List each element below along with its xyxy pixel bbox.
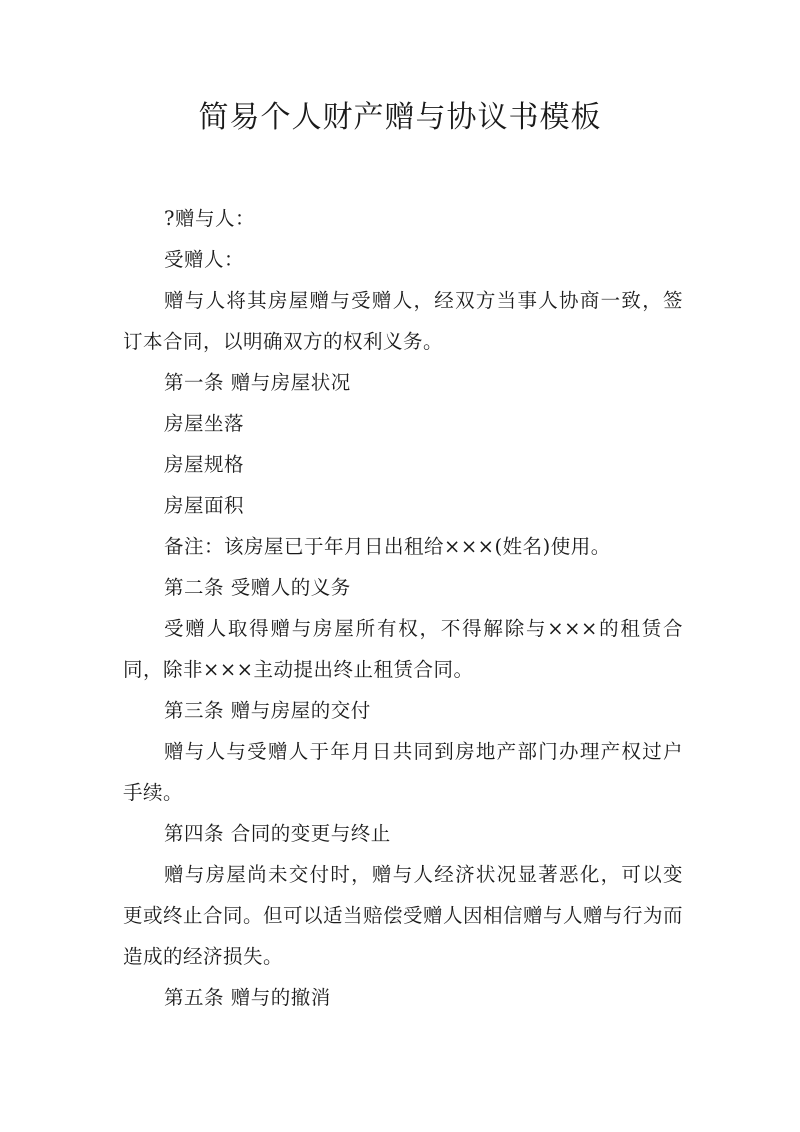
paragraph-remark: 备注：该房屋已于年月日出租给×××(姓名)使用。 [164, 535, 611, 558]
document-title: 简易个人财产赠与协议书模板 [198, 100, 602, 135]
document-body [123, 198, 683, 1018]
paragraph-delivery: 赠与人与受赠人于年月日共同到房地产部门办理产权过户手续。 [123, 740, 683, 804]
paragraph-donor: ?赠与人： [164, 207, 255, 230]
article-1-heading: 第一条 赠与房屋状况 [164, 371, 351, 394]
paragraph-preamble: 赠与人将其房屋赠与受赠人，经双方当事人协商一致，签订本合同，以明确双方的权利义务。 [123, 289, 683, 353]
paragraph-donee: 受赠人： [164, 248, 245, 271]
paragraph-change-termination: 赠与房屋尚未交付时，赠与人经济状况显著恶化，可以变更或终止合同。但可以适当赔偿受赠人因相信赠与人赠与行为而造成的经济损失。 [123, 863, 684, 968]
paragraph-house-spec: 房屋规格 [164, 453, 245, 476]
article-4-heading: 第四条 合同的变更与终止 [164, 822, 391, 845]
article-2-heading: 第二条 受赠人的义务 [164, 576, 351, 599]
article-3-heading: 第三条 赠与房屋的交付 [164, 699, 371, 722]
article-5-heading: 第五条 赠与的撤消 [164, 986, 331, 1009]
paragraph-house-area: 房屋面积 [164, 494, 245, 517]
paragraph-donee-obligation: 受赠人取得赠与房屋所有权，不得解除与×××的租赁合同，除非×××主动提出终止租赁合同。 [123, 617, 683, 681]
paragraph-house-location: 房屋坐落 [164, 412, 245, 435]
